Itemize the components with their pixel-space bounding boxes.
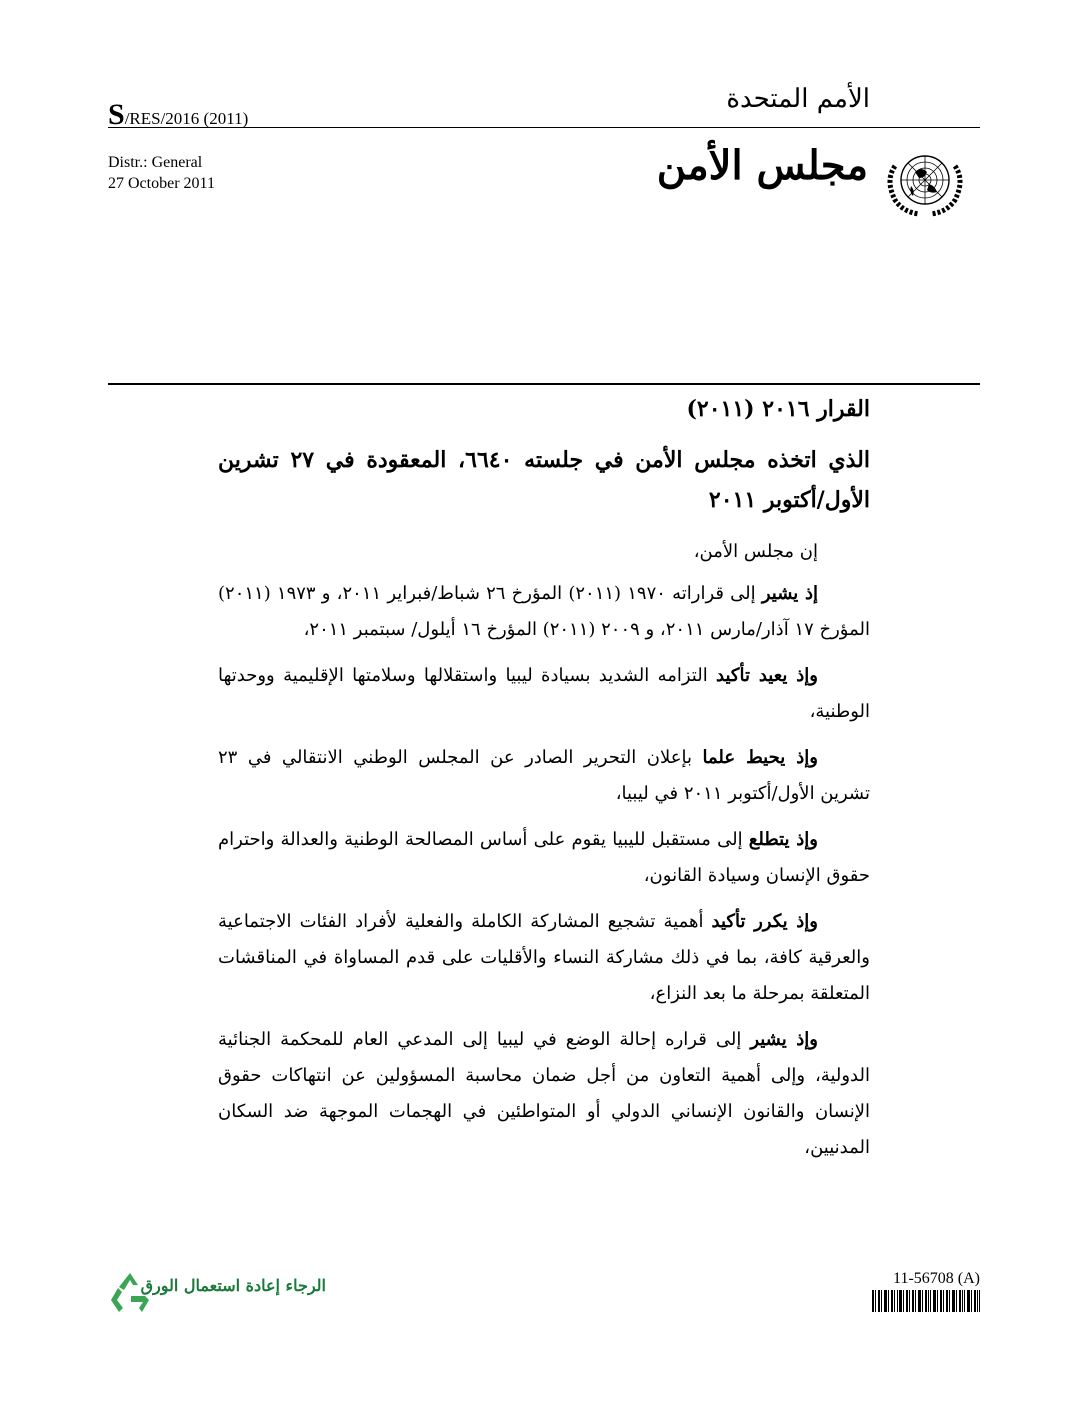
resolution-body: [218, 534, 870, 1176]
distr-line: Distr.: General: [108, 154, 203, 171]
resolution-subtitle: الذي اتخذه مجلس الأمن في جلسته ٦٦٤٠، المعقودة في ٢٧ تشرين الأول/أكتوبر ٢٠١١: [218, 447, 871, 513]
paragraph-text: إلى قراراته ١٩٧٠ (٢٠١١) المؤرخ ٢٦ شباط/فبراير ٢٠١١، و ١٩٧٣ (٢٠١١) المؤرخ ١٧ آذار/مارس ٢٠١١، و ٢٠٠٩ (٢٠١١) المؤرخ ١٦ أيلول/ سبتمبر ٢٠١١،: [218, 583, 870, 640]
council-name: مجلس الأمن: [656, 142, 868, 189]
paragraph-text: بإعلان التحرير الصادر عن المجلس الوطني الانتقالي في ٢٣ تشرين الأول/أكتوبر ٢٠١١ في ليبيا،: [218, 747, 870, 804]
barcode-icon: [872, 1290, 980, 1312]
symbol-prefix: S: [108, 98, 125, 131]
paragraph-text: أهمية تشجيع المشاركة الكاملة والفعلية لأفراد الفئات الاجتماعية والعرقية كافة، بما في ذلك مشاركة النساء والأقليات على قدم المساواة في المناقشات المتعلقة بمرحلة ما بعد النزاع،: [218, 911, 870, 1004]
preambular-paragraph: [218, 1022, 870, 1166]
opening-line: إن مجلس الأمن،: [693, 541, 818, 562]
un-emblem-icon: [870, 134, 980, 226]
preambular-paragraph: [218, 576, 870, 648]
preambular-paragraph: [218, 904, 870, 1012]
paragraph-lead: وإذ يشير: [750, 1029, 818, 1050]
paragraph-lead: إذ يشير: [761, 583, 819, 604]
document-number: 11-56708 (A): [893, 1270, 980, 1287]
paragraph-lead: وإذ يحيط علما: [702, 747, 818, 768]
symbol-rest: /RES/2016 (2011): [124, 109, 249, 128]
recycle-notice: الرجاء إعادة استعمال الورق: [140, 1276, 326, 1295]
paragraph-text: إلى مستقبل لليبيا يقوم على أساس المصالحة الوطنية والعدالة واحترام حقوق الإنسان وسيادة القانون،: [218, 829, 870, 886]
date-line: 27 October 2011: [108, 175, 215, 192]
header-rule: [108, 127, 980, 128]
preambular-paragraph: [218, 822, 870, 894]
paragraph-text: إلى قراره إحالة الوضع في ليبيا إلى المدعي العام للمحكمة الجنائية الدولية، وإلى أهمية التعاون من أجل ضمان محاسبة المسؤولين عن انتهاكات حقوق الإنسان والقانون الإنساني الدولي أو المتواطئين في الهجمات الموجهة ضد السكان المدنيين،: [218, 1029, 870, 1158]
paragraph-lead: وإذ يكرر تأكيد: [711, 911, 818, 932]
preambular-paragraph: [218, 658, 870, 730]
distribution-info: [108, 152, 215, 194]
preambular-paragraph: [218, 740, 870, 812]
resolution-title: القرار ٢٠١٦ (٢٠١١): [686, 396, 870, 422]
paragraph-lead: وإذ يعيد تأكيد: [716, 665, 819, 686]
paragraph-lead: وإذ يتطلع: [748, 829, 818, 850]
section-rule: [108, 383, 980, 385]
org-name: الأمم المتحدة: [726, 84, 870, 114]
paragraph-text: التزامه الشديد بسيادة ليبيا واستقلالها وسلامتها الإقليمية ووحدتها الوطنية،: [218, 665, 870, 722]
